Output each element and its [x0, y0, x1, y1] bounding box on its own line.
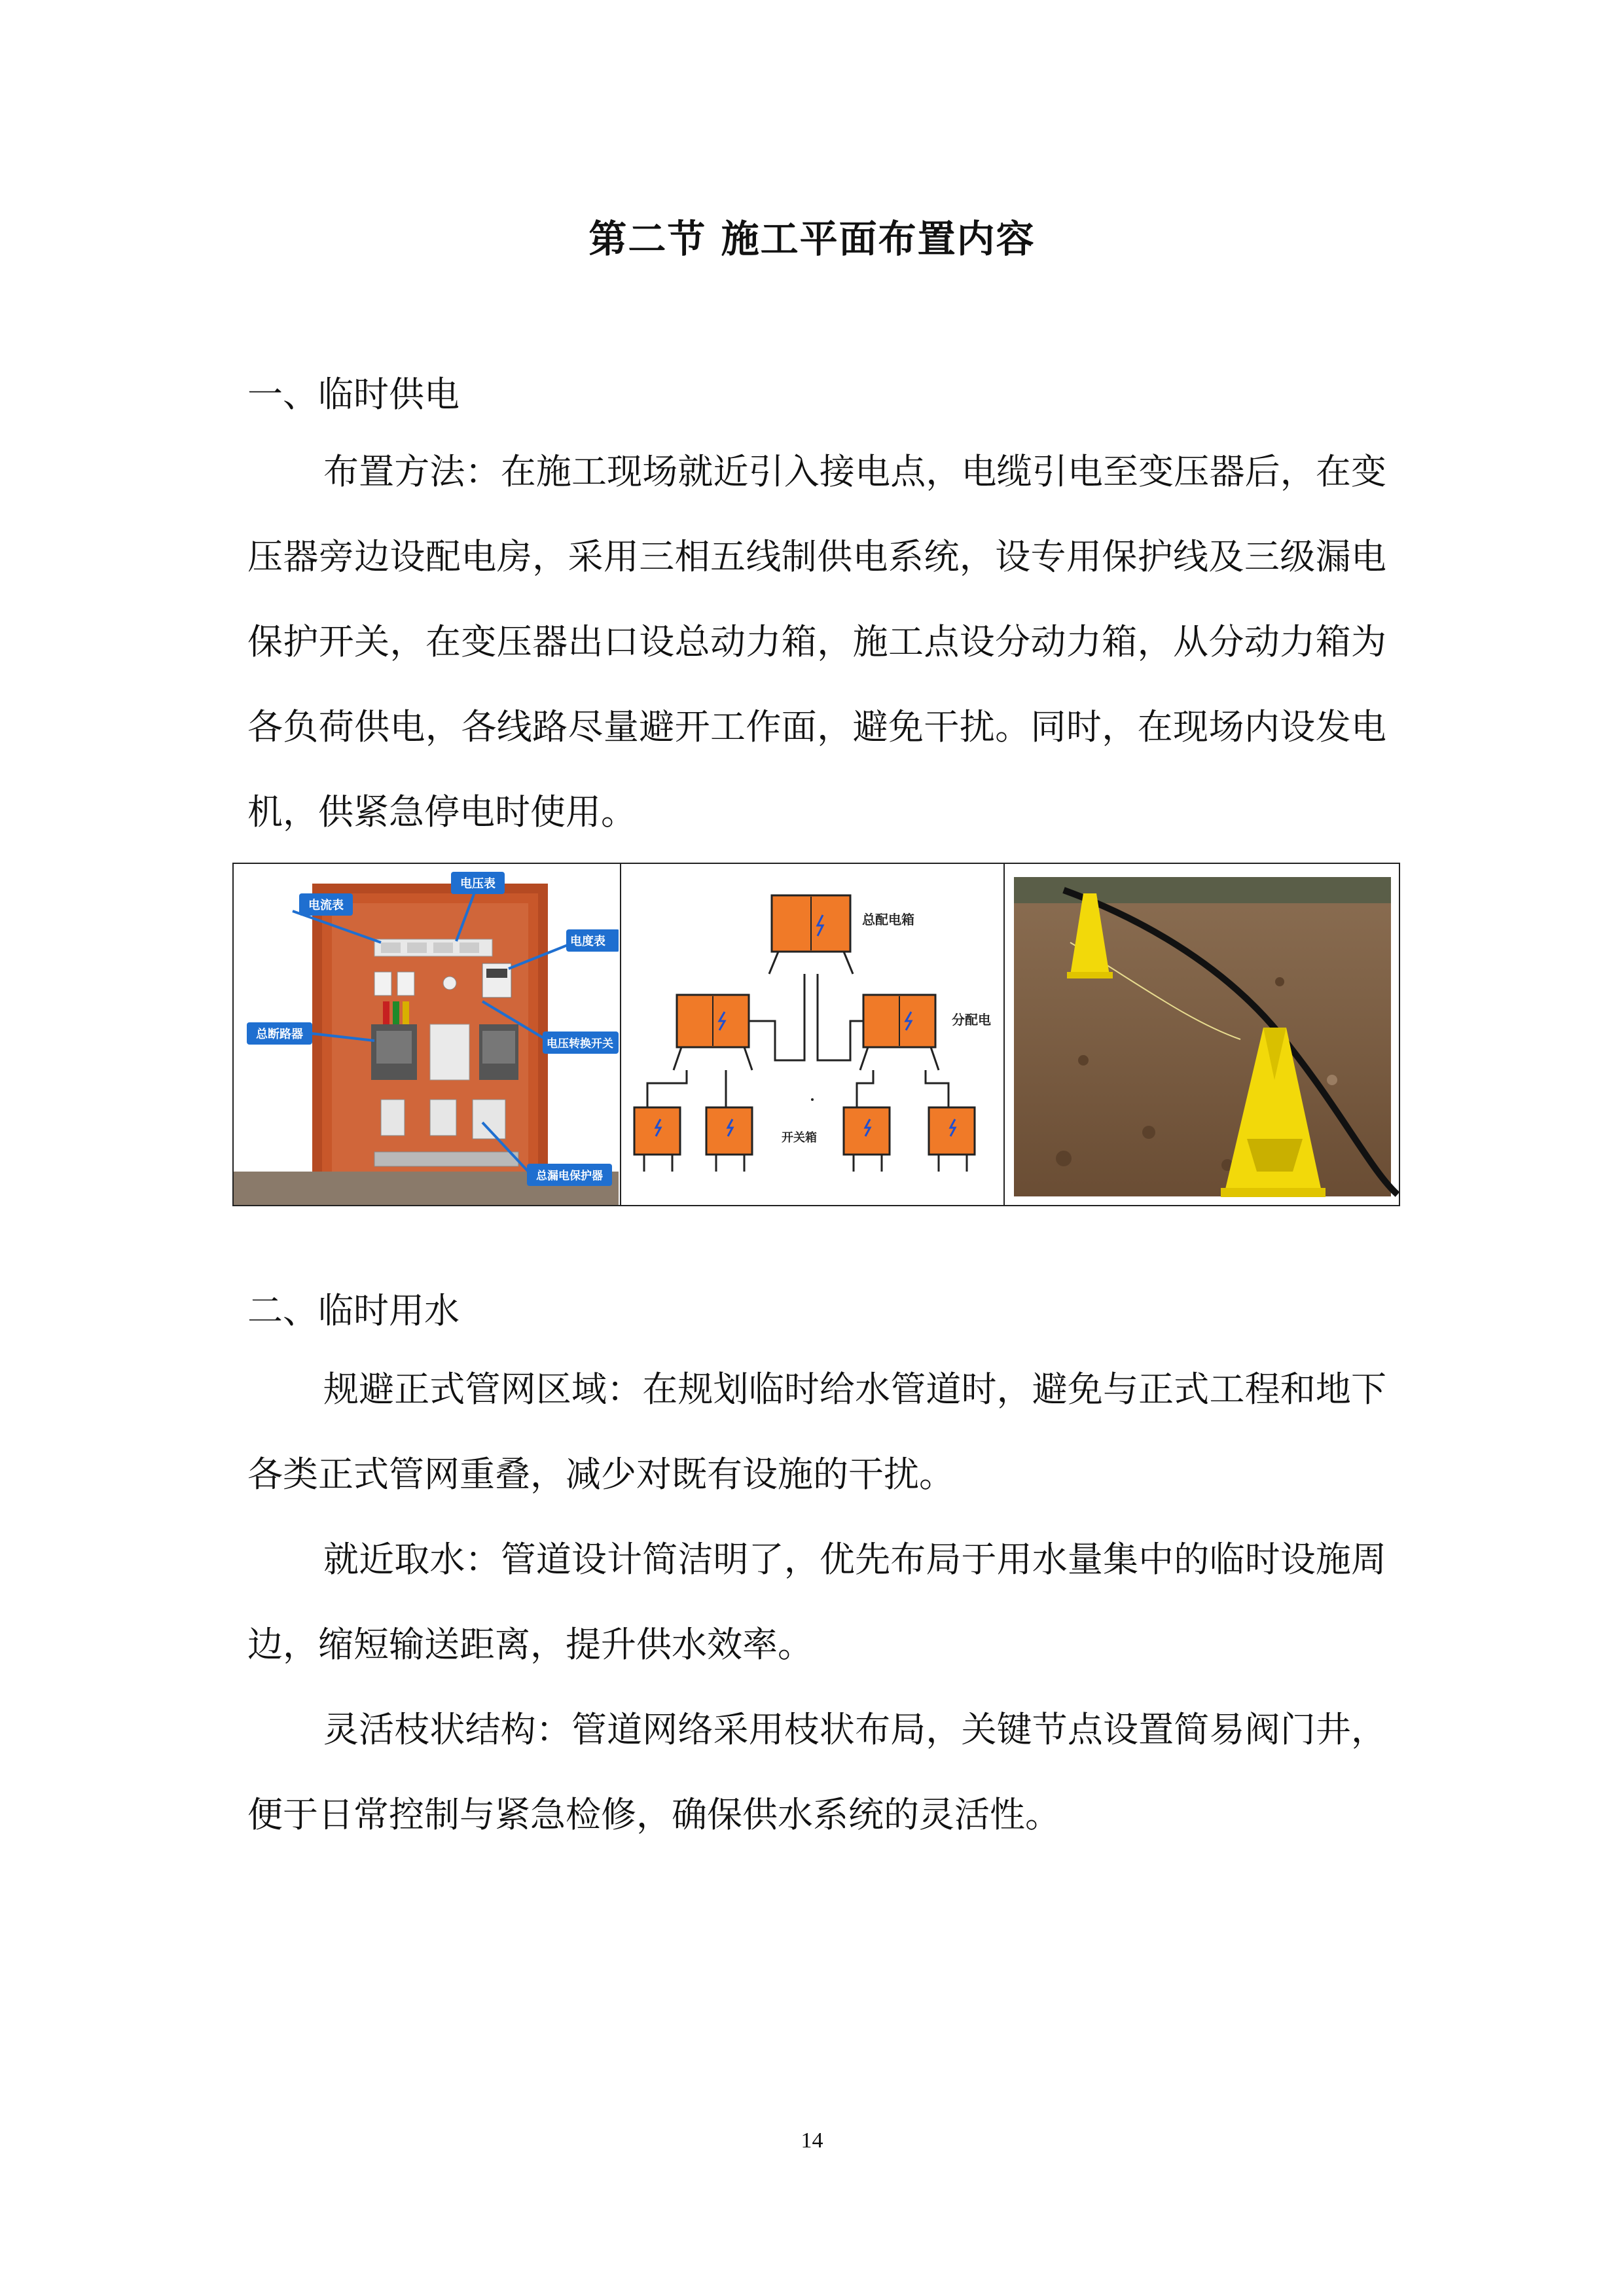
- figure-cable-supports-photo: [1003, 864, 1399, 1205]
- label-main-box: 总配电箱: [862, 912, 914, 927]
- figure-distribution-diagram: [620, 864, 1003, 1205]
- label-switch-box: 开关箱: [782, 1131, 817, 1145]
- label-ammeter: 电流表: [308, 899, 344, 912]
- figure-cabinet-photo: [234, 864, 620, 1205]
- page-number: 14: [801, 2128, 823, 2153]
- label-sub-box: 分配电: [952, 1012, 991, 1028]
- distribution-diagram: [621, 864, 1003, 1205]
- cable-supports-illustration: [1005, 864, 1399, 1205]
- paragraph-branch-structure: 灵活枝状结构：管道网络采用枝状布局，关键节点设置简易阀门井，便于日常控制与紧急检修，确保供水系统的灵活性。: [247, 1709, 1386, 1835]
- page-title: 第二节 施工平面布置内容: [588, 217, 1036, 261]
- label-energy-meter: 电度表: [570, 935, 605, 948]
- paragraph-nearby-water: 就近取水：管道设计简洁明了，优先布局于用水量集中的临时设施周边，缩短输送距离，提升供水效率。: [247, 1539, 1386, 1665]
- paragraph-power-layout: 布置方法：在施工现场就近引入接电点，电缆引电至变压器后，在变压器旁边设配电房，采用三相五线制供电系统，设专用保护线及三级漏电保护开关，在变压器出口设总动力箱，施工点设分动力箱，从分动力箱为各负荷供电，各线路尽量避开工作面，避免干扰。同时，在现场内设发电机，供紧急停电时使用。: [247, 451, 1386, 833]
- label-voltage-switch: 电压转换开关: [547, 1037, 613, 1050]
- label-voltmeter: 电压表: [460, 877, 496, 891]
- label-main-leakage: 总漏电保护器: [536, 1170, 603, 1183]
- figure-table: [232, 863, 1400, 1206]
- section-heading-power: 一、临时供电: [247, 374, 460, 415]
- cabinet-illustration: [234, 864, 619, 1205]
- section-heading-water: 二、临时用水: [247, 1290, 460, 1331]
- label-main-breaker: 总断路器: [256, 1028, 303, 1041]
- paragraph-avoid-formal-network: 规避正式管网区域：在规划临时给水管道时，避免与正式工程和地下各类正式管网重叠，减少对既有设施的干扰。: [247, 1369, 1386, 1495]
